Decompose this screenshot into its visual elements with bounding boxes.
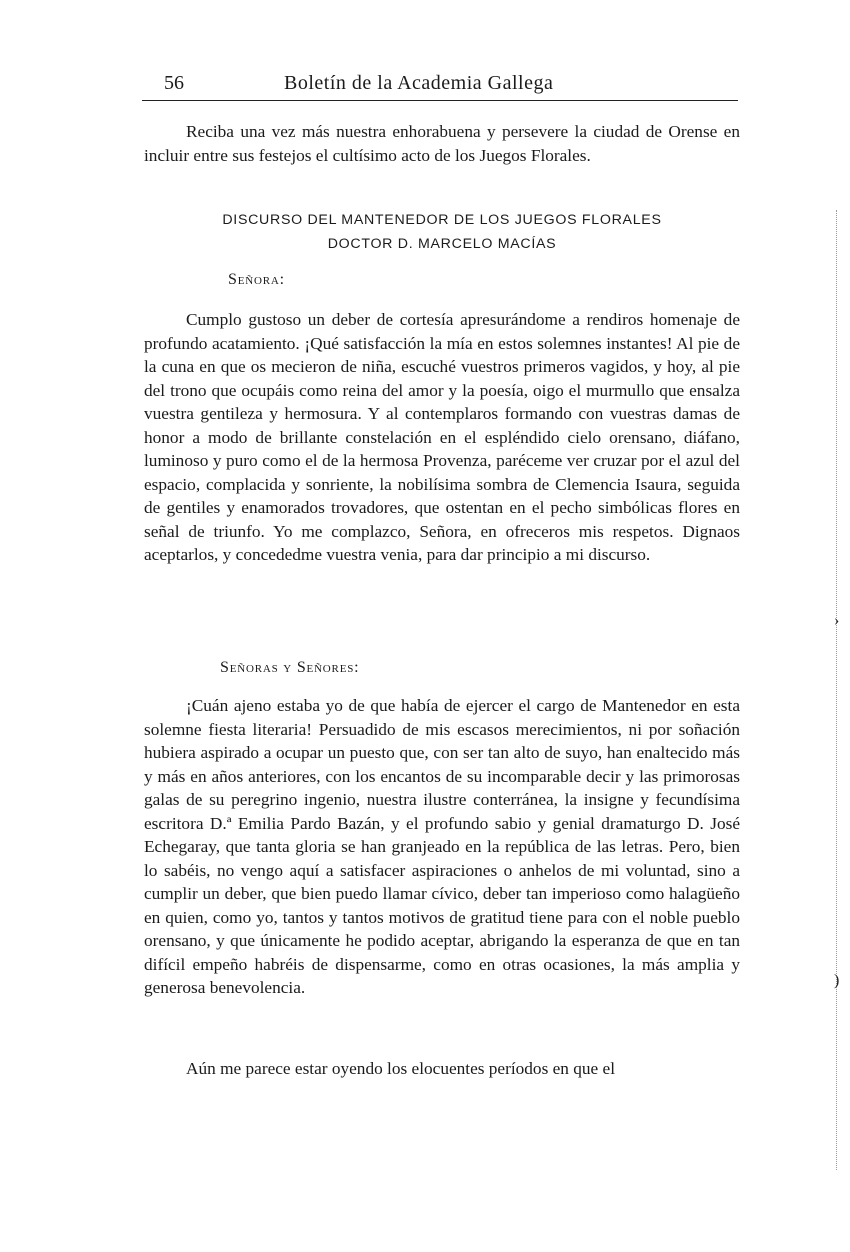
closing-paragraph: Reciba una vez más nuestra enhorabuena y persevere la ciudad de Orense en incluir entre sus festejos el cultísimo acto de los Juegos Florales. — [144, 122, 740, 165]
running-head — [142, 70, 738, 100]
salutation-senoras-senores: Señoras y Señores: — [220, 659, 360, 676]
edge-mark: ) — [834, 972, 840, 989]
journal-title: Boletín de la Academia Gallega — [284, 72, 554, 94]
page-number: 56 — [164, 72, 184, 94]
paragraph-mantenedor: ¡Cuán ajeno estaba yo de que había de ejercer el cargo de Mantenedor en esta solemne fiesta literaria! Persuadido de mis escasos merecimientos, ni por soñación hubiera aspirado a ocupar un puesto que, con ser tan alto de suyo, han enaltecido más y más en años anteriores, con los encantos de su incomparable decir y las primorosas galas de su peregrino ingenio, nuestra ilustre conterránea, la insigne y fecundísima escritora D.ª Emilia Pardo Bazán, y el profundo sabio y genial dramaturgo D. José Echegaray, que tanta gloria se han granjeado en la república de las letras. Pero, bien lo sabéis, no vengo aquí a satisfacer aspiraciones o anhelos de mi voluntad, sino a cumplir un deber, que bien puedo llamar cívico, deber tan imperioso como halagüeño en quien, como yo, tantos y tantos motivos de gratitud tiene para con el noble pueblo orensano, y que únicamente he podido aceptar, abrigando la esperanza de que en tan difícil empeño habréis de dispensarme, como en otras ocasiones, la más amplia y generosa benevolencia. — [144, 696, 740, 997]
paragraph-continuation: Aún me parece estar oyendo los elocuentes períodos en que el — [186, 1059, 615, 1078]
header-rule — [142, 100, 738, 101]
section-heading-line-1: DISCURSO DEL MANTENEDOR DE LOS JUEGOS FLORALES — [222, 212, 662, 228]
section-heading-line-2: DOCTOR D. MARCELO MACÍAS — [327, 236, 557, 252]
salutation-senora: Señora: — [228, 271, 285, 288]
edge-mark: › — [834, 612, 840, 629]
paragraph-greeting: Cumplo gustoso un deber de cortesía apresurándome a rendiros homenaje de profundo acatamiento. ¡Qué satisfacción la mía en estos solemnes instantes! Al pie de la cuna en que os mecieron de niña, escuché vuestros primeros vagidos, y hoy, al pie del trono que ocupáis como reina del amor y la poesía, oigo el murmullo que ensalza vuestra gentileza y hermosura. Y al contemplaros formando con vuestras damas de honor a modo de brillante constelación en el espléndido cielo orensano, diáfano, luminoso y puro como el de la hermosa Provenza, paréceme ver cruzar por el azul del espacio, complacida y sonriente, la nobilísima sombra de Clemencia Isaura, seguida de gentiles y enamorados trovadores, que ostentan en el pecho simbólicas flores en señal de triunfo. Yo me complazco, Señora, en ofreceros mis respetos. Dignaos aceptarlos, y concededme vuestra venia, para dar principio a mi discurso. — [144, 310, 740, 564]
page-edge-binding — [836, 210, 845, 1170]
